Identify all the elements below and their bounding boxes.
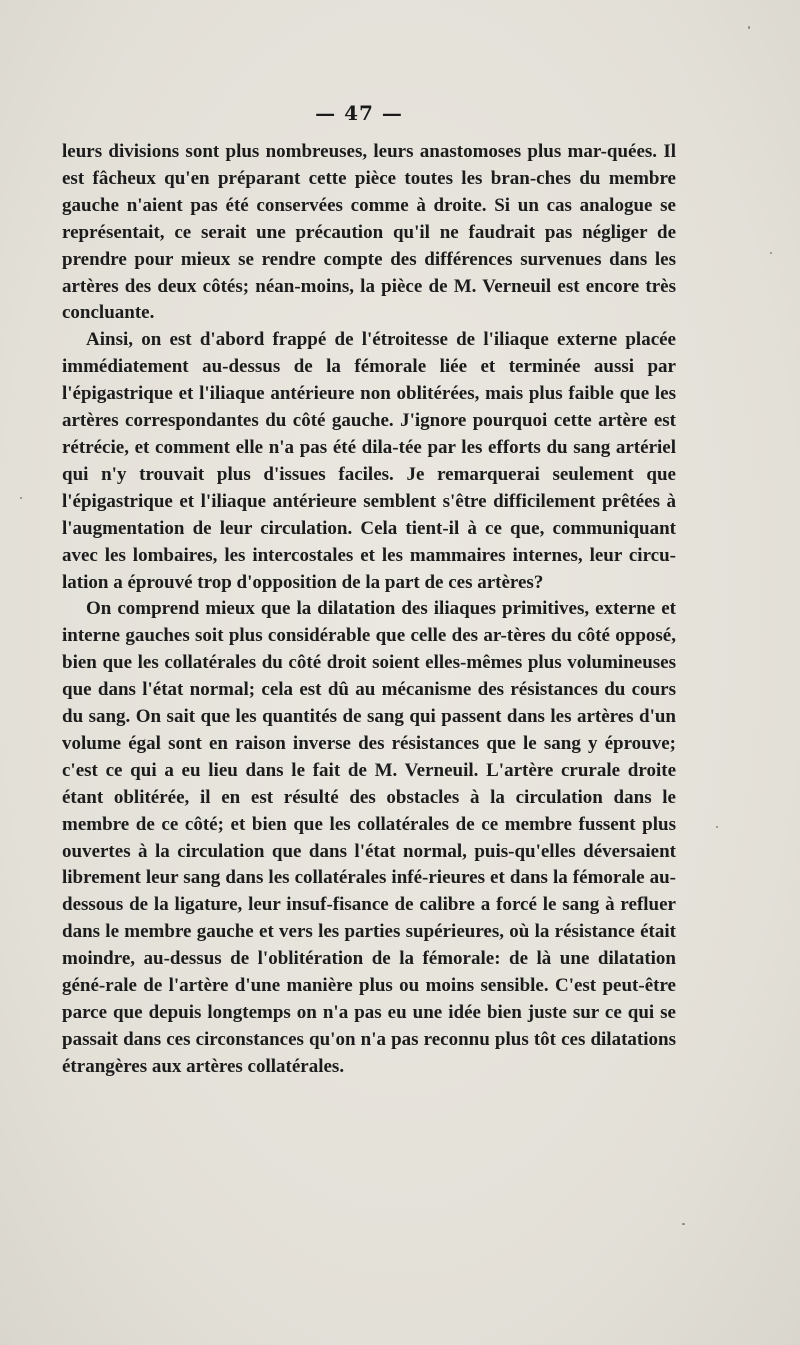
paper-speck <box>748 26 750 29</box>
page-number: — 47 — <box>315 101 403 125</box>
paper-speck <box>716 826 718 828</box>
body-text <box>62 139 676 1081</box>
paragraph-2: Ainsi, on est d'abord frappé de l'étroitesse de l'iliaque externe placée immédiatement au-dessus de la fémorale liée et terminée aussi par l'épigastrique et l'iliaque antérieure non oblitérées, mais plus faible que les artères correspondantes du côté gauche. J'ignore pourquoi cette artère est rétrécie, et comment elle n'a pas été dila-tée par les efforts du sang artériel qui n'y trouvait plus d'issues faciles. Je remarquerai seulement que l'épigastrique et l'iliaque antérieure semblent s'être difficilement prêtées à l'augmentation de leur circulation. Cela tient-il à ce que, communiquant avec les lombaires, les intercostales et les mammaires internes, leur circu-lation a éprouvé trop d'opposition de la part de ces artères? <box>62 329 676 593</box>
paragraph-3: On comprend mieux que la dilatation des iliaques primitives, externe et interne gauches soit plus considérable que celle des ar-tères du côté opposé, bien que les collatérales du côté droit soient elles-mêmes plus volumineuses que dans l'état normal; cela est dû au mécanisme des résistances du cours du sang. On sait que les quantités de sang qui passent dans les artères d'un volume égal sont en raison inverse des résistances que le sang y éprouve; c'est ce qui a eu lieu dans le fait de M. Verneuil. L'artère crurale droite étant oblitérée, il en est résulté des obstacles à la circulation dans le membre de ce côté; et bien que les collatérales de ce membre fussent plus ouvertes à la circulation que dans l'état normal, puis-qu'elles déversaient librement leur sang dans les collatérales infé-rieures et dans la fémorale au-dessous de la ligature, leur insuf-fisance de calibre a forcé le sang à refluer dans le membre gauche et vers les parties supérieures, où la résistance était moindre, au-dessus de l'oblitération de la fémorale: de là une dilatation géné-rale de l'artère d'une manière plus ou moins sensible. C'est peut-être parce que depuis longtemps on n'a pas eu une idée bien juste sur ce qui se passait dans ces circonstances qu'on n'a pas reconnu plus tôt ces dilatations étrangères aux artères collatérales. <box>62 598 676 1077</box>
paper-speck <box>20 497 22 499</box>
paper-speck <box>770 252 772 254</box>
paragraph-1: leurs divisions sont plus nombreuses, leurs anastomoses plus mar-quées. Il est fâcheux qu'en préparant cette pièce toutes les bran-ches du membre gauche n'aient pas été conservées comme à droite. Si un cas analogue se représentait, ce serait une précaution qu'il ne faudrait pas négliger de prendre pour mieux se rendre compte des différences survenues dans les artères des deux côtés; néan-moins, la pièce de M. Verneuil est encore très concluante. <box>62 141 676 324</box>
paper-speck <box>682 1223 685 1225</box>
